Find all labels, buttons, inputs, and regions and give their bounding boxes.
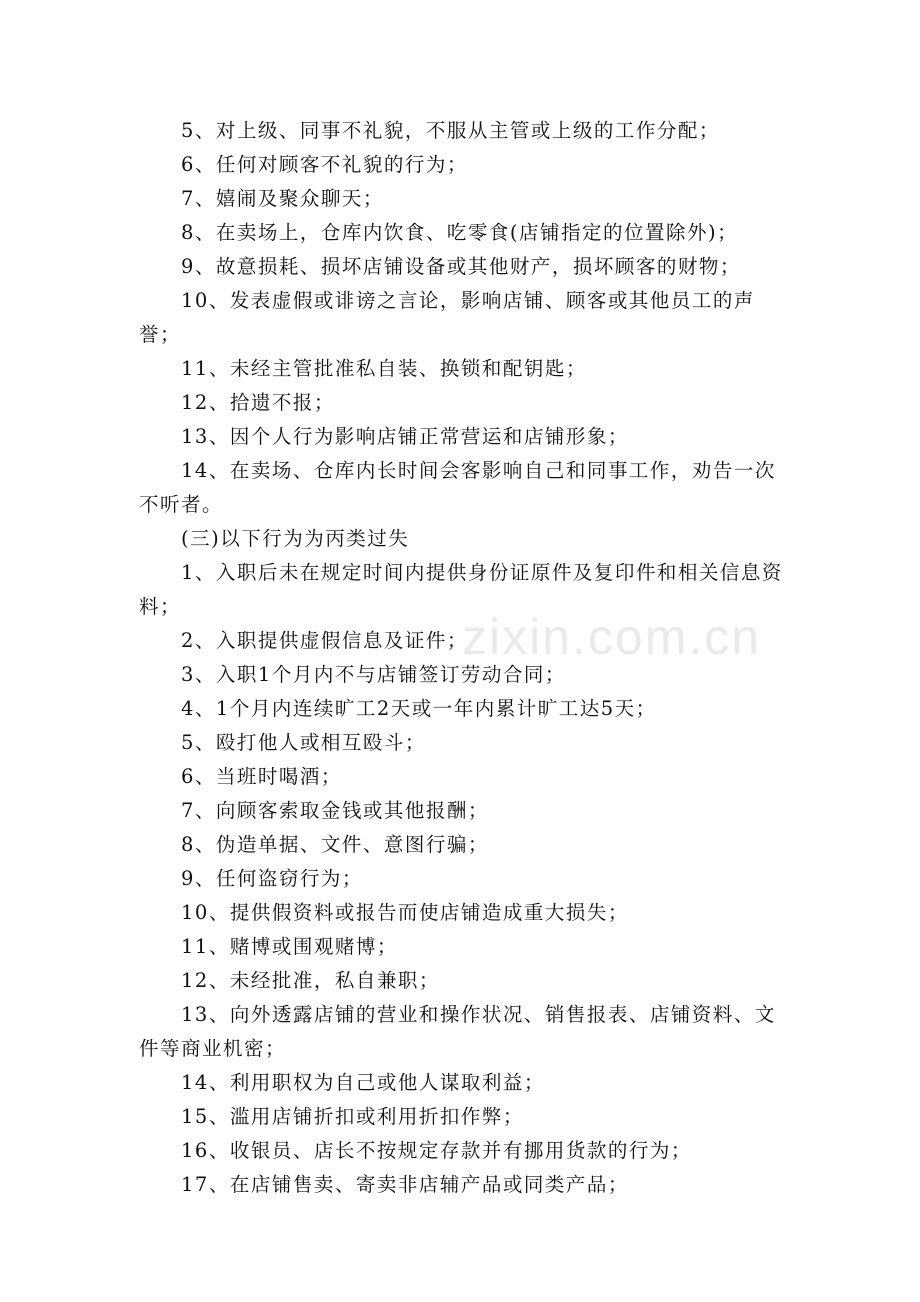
- paragraph-10: 10、发表虚假或诽谤之言论，影响店铺、顾客或其他员工的声誉；: [139, 289, 755, 346]
- paragraph-12: 12、拾遗不报；: [181, 391, 335, 414]
- c-item-3: 3、入职1个月内不与店铺签订劳动合同；: [181, 663, 566, 686]
- paragraph-13: 13、因个人行为影响店铺正常营运和店铺形象；: [181, 425, 629, 448]
- c-item-13: 13、向外透露店铺的营业和操作状况、销售报表、店铺资料、文件等商业机密；: [139, 1003, 776, 1060]
- c-item-5: 5、殴打他人或相互殴斗；: [181, 731, 426, 754]
- c-item-7: 7、向顾客索取金钱或其他报酬；: [181, 799, 489, 822]
- paragraph-7: 7、嬉闹及聚众聊天；: [181, 187, 384, 210]
- paragraph-11: 11、未经主管批准私自装、换锁和配钥匙；: [181, 357, 587, 380]
- section-heading-c: (三)以下行为为丙类过失: [181, 527, 410, 550]
- c-item-12: 12、未经批准，私自兼职；: [181, 969, 440, 992]
- c-item-6: 6、当班时喝酒；: [181, 765, 342, 788]
- c-item-9: 9、任何盗窃行为；: [181, 867, 363, 890]
- paragraph-5: 5、对上级、同事不礼貌，不服从主管或上级的工作分配；: [181, 119, 720, 142]
- c-item-11: 11、赌博或围观赌博；: [181, 935, 398, 958]
- c-item-10: 10、提供假资料或报告而使店铺造成重大损失；: [181, 901, 629, 924]
- paragraph-8: 8、在卖场上，仓库内饮食、吃零食(店铺指定的位置除外)；: [181, 221, 739, 244]
- paragraph-14: 14、在卖场、仓库内长时间会客影响自己和同事工作，劝告一次不听者。: [139, 459, 776, 516]
- paragraph-6: 6、任何对顾客不礼貌的行为；: [181, 153, 468, 176]
- watermark: zixin.com.cn: [462, 609, 762, 665]
- c-item-2: 2、入职提供虚假信息及证件；: [181, 629, 468, 652]
- c-item-15: 15、滥用店铺折扣或利用折扣作弊；: [181, 1105, 524, 1128]
- c-item-1: 1、入职后未在规定时间内提供身份证原件及复印件和相关信息资料；: [139, 561, 783, 618]
- paragraph-9: 9、故意损耗、损坏店铺设备或其他财产，损坏顾客的财物；: [181, 255, 741, 278]
- c-item-4: 4、1个月内连续旷工2天或一年内累计旷工达5天；: [181, 697, 657, 720]
- c-item-14: 14、利用职权为自己或他人谋取利益；: [181, 1071, 545, 1094]
- c-item-8: 8、伪造单据、文件、意图行骗；: [181, 833, 489, 856]
- document-body: [139, 114, 787, 1202]
- c-item-16: 16、收银员、店长不按规定存款并有挪用货款的行为；: [181, 1139, 692, 1162]
- c-item-17: 17、在店铺售卖、寄卖非店辅产品或同类产品；: [181, 1173, 629, 1196]
